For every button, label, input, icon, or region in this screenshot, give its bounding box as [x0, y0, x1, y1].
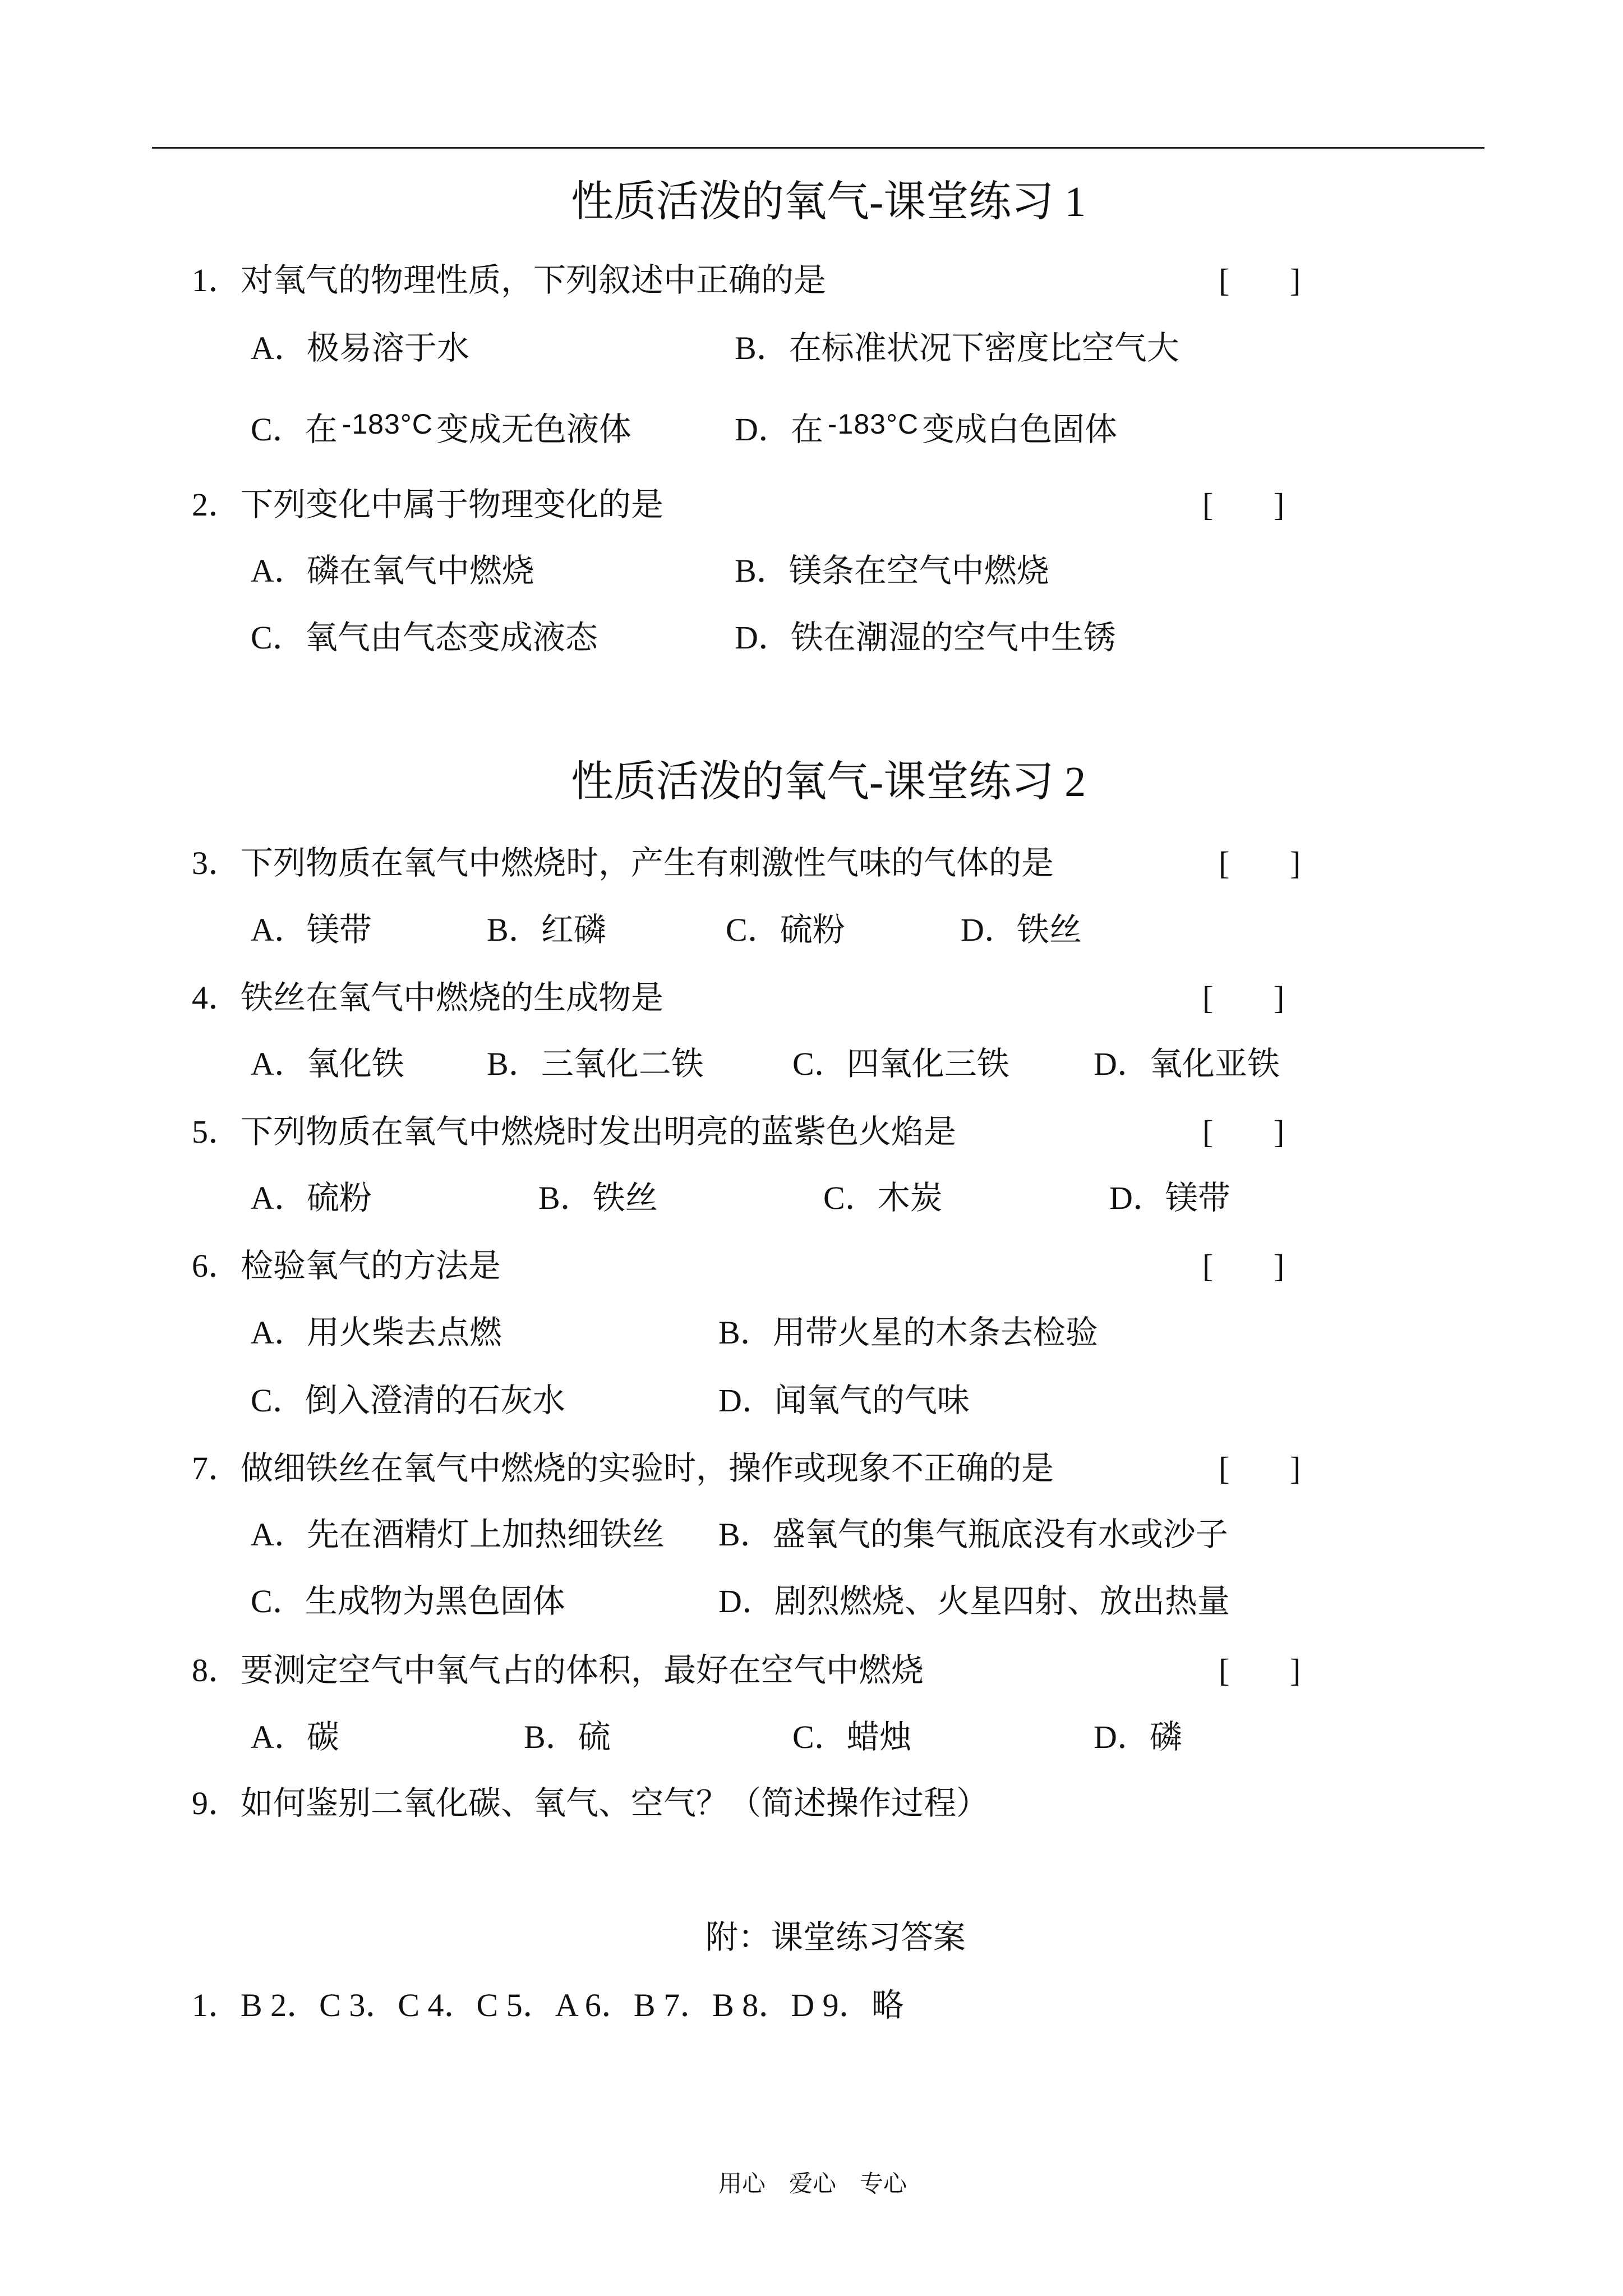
option-label: C．	[251, 1382, 305, 1419]
option-c	[251, 619, 598, 656]
option-label: A．	[251, 1046, 307, 1082]
question-number: 9．	[192, 1785, 241, 1821]
option-label: B．	[487, 1046, 541, 1082]
section-title-1: 性质活泼的氧气-课堂练习 1	[571, 178, 1086, 226]
option-a	[251, 555, 534, 587]
option-c	[251, 408, 631, 448]
option-d	[735, 408, 1118, 448]
temperature-value: -183°C	[827, 408, 919, 440]
answer-bracket-open: [	[1202, 979, 1214, 1016]
answer-bracket-close: ]	[1274, 1248, 1285, 1284]
option-text: 先在酒精灯上加热细铁丝	[306, 1516, 665, 1553]
answer-bracket-open: [	[1202, 486, 1214, 523]
answer-bracket-open: [	[1219, 1450, 1230, 1487]
option-text: 镁条在空气中燃烧	[789, 553, 1049, 589]
question-number: 2．	[192, 486, 241, 523]
option-label: D．	[735, 411, 791, 448]
option-a	[251, 1314, 502, 1351]
option-text-prefix: 在	[790, 411, 823, 448]
answer-bracket-open: [	[1202, 1114, 1214, 1150]
option-text: 铁在潮湿的空气中生锈	[790, 619, 1116, 656]
option-c	[792, 1721, 912, 1754]
option-text: 硫粉	[306, 1180, 372, 1216]
answer-bracket-close: ]	[1274, 1114, 1285, 1150]
answer-bracket-open: [	[1219, 262, 1230, 298]
option-d	[961, 914, 1082, 946]
temperature-value: -183°C	[342, 408, 433, 440]
question-stem: 要测定空气中氧气占的体积，最好在空气中燃烧	[241, 1652, 924, 1688]
option-text: 磷	[1149, 1719, 1182, 1755]
option-c	[251, 1585, 565, 1618]
option-label: C．	[792, 1046, 847, 1082]
question-number: 6．	[192, 1248, 241, 1284]
option-label: D．	[1094, 1719, 1150, 1755]
option-text: 生成物为黑色固体	[305, 1583, 565, 1619]
option-b	[487, 914, 606, 946]
option-text: 铁丝	[1016, 912, 1082, 948]
option-text: 闻氧气的气味	[774, 1382, 970, 1419]
option-text: 氧气由气态变成液态	[305, 619, 598, 656]
question-number: 7．	[192, 1450, 241, 1487]
question-2	[192, 486, 664, 523]
option-a	[251, 1182, 372, 1214]
question-8	[192, 1654, 924, 1687]
question-stem: 检验氧气的方法是	[241, 1248, 501, 1284]
option-text: 磷在氧气中燃烧	[306, 553, 534, 589]
option-text: 倒入澄清的石灰水	[305, 1382, 565, 1419]
option-c	[823, 1182, 943, 1214]
option-b	[538, 1182, 658, 1214]
option-text: 碳	[306, 1719, 339, 1755]
option-label: B．	[735, 330, 789, 366]
option-text: 用带火星的木条去检验	[772, 1314, 1098, 1351]
option-a	[251, 332, 469, 365]
question-stem: 下列变化中属于物理变化的是	[241, 486, 664, 523]
option-text: 氧化亚铁	[1149, 1046, 1280, 1082]
option-a	[251, 914, 372, 946]
option-label: D．	[961, 912, 1017, 948]
option-label: B．	[735, 553, 789, 589]
option-label: C．	[251, 1583, 305, 1619]
option-d	[718, 1585, 1230, 1618]
option-text: 镁带	[1165, 1180, 1230, 1216]
question-stem: 对氧气的物理性质，下列叙述中正确的是	[241, 262, 827, 298]
question-stem: 下列物质在氧气中燃烧时发出明亮的蓝紫色火焰是	[241, 1114, 957, 1150]
option-label: D．	[1094, 1046, 1150, 1082]
question-stem: 下列物质在氧气中燃烧时，产生有刺激性气味的气体的是	[241, 845, 1054, 881]
option-label: A．	[251, 1180, 307, 1216]
option-a	[251, 1048, 404, 1080]
option-a	[251, 1516, 665, 1553]
option-label: C．	[726, 912, 780, 948]
option-text: 盛氧气的集气瓶底没有水或沙子	[772, 1516, 1228, 1553]
option-label: A．	[251, 553, 307, 589]
question-4	[192, 979, 664, 1016]
option-label: D．	[1109, 1180, 1165, 1216]
option-text-prefix: 在	[305, 411, 338, 448]
answer-bracket-close: ]	[1290, 845, 1301, 881]
option-text: 硫	[578, 1719, 611, 1755]
option-label: B．	[538, 1180, 593, 1216]
question-stem: 铁丝在氧气中燃烧的生成物是	[241, 979, 664, 1016]
header-rule	[152, 147, 1484, 149]
question-7	[192, 1452, 1054, 1485]
option-text: 木炭	[877, 1180, 943, 1216]
option-label: B．	[487, 912, 541, 948]
question-number: 8．	[192, 1652, 241, 1688]
option-label: A．	[251, 1516, 307, 1553]
question-stem: 如何鉴别二氧化碳、氧气、空气？（简述操作过程）	[241, 1785, 989, 1821]
answer-bracket-close: ]	[1274, 979, 1285, 1016]
question-6	[192, 1250, 501, 1282]
question-1	[192, 264, 826, 297]
option-label: A．	[251, 1719, 307, 1755]
option-d	[718, 1384, 970, 1417]
option-label: C．	[251, 411, 305, 448]
question-number: 5．	[192, 1114, 241, 1150]
answer-bracket-close: ]	[1290, 1652, 1301, 1688]
question-number: 4．	[192, 979, 241, 1016]
option-b	[735, 332, 1179, 365]
answer-bracket-close: ]	[1290, 1450, 1301, 1487]
option-text: 镁带	[306, 912, 372, 948]
option-text: 四氧化三铁	[846, 1046, 1009, 1082]
option-d	[1109, 1182, 1230, 1214]
option-text: 硫粉	[780, 912, 845, 948]
option-b	[487, 1048, 704, 1080]
option-text: 蜡烛	[846, 1719, 912, 1755]
question-3	[192, 847, 1054, 880]
option-b	[718, 1516, 1228, 1553]
option-d	[1094, 1721, 1182, 1754]
question-number: 1．	[192, 262, 241, 298]
option-label: D．	[718, 1583, 774, 1619]
option-text: 氧化铁	[306, 1046, 404, 1082]
option-label: B．	[524, 1719, 578, 1755]
page-footer: 用心 爱心 专心	[718, 2171, 907, 2197]
option-b	[524, 1721, 611, 1754]
option-text-suffix: 变成白色固体	[922, 411, 1118, 448]
option-label: A．	[251, 912, 307, 948]
option-label: C．	[251, 619, 305, 656]
option-text: 用火柴去点燃	[306, 1314, 502, 1351]
answer-bracket-close: ]	[1290, 262, 1301, 298]
option-b	[718, 1314, 1098, 1351]
option-c	[792, 1048, 1009, 1080]
answer-key-list: 1．B 2．C 3．C 4．C 5．A 6．B 7．B 8．D 9．略	[192, 1987, 904, 2023]
option-d	[1094, 1048, 1280, 1080]
option-text: 在标准状况下密度比空气大	[789, 330, 1179, 366]
option-text: 剧烈燃烧、火星四射、放出热量	[774, 1583, 1230, 1619]
answer-bracket-open: [	[1202, 1248, 1214, 1284]
option-label: D．	[735, 619, 791, 656]
option-text: 三氧化二铁	[541, 1046, 704, 1082]
option-text: 红磷	[541, 912, 606, 948]
answer-bracket-close: ]	[1274, 486, 1285, 523]
section-title-2: 性质活泼的氧气-课堂练习 2	[571, 758, 1086, 806]
question-number: 3．	[192, 845, 241, 881]
answer-bracket-open: [	[1219, 845, 1230, 881]
option-c	[726, 914, 845, 946]
option-label: B．	[718, 1314, 773, 1351]
option-b	[735, 555, 1049, 587]
option-text: 极易溶于水	[306, 330, 469, 366]
question-9	[192, 1787, 989, 1820]
option-label: D．	[718, 1382, 774, 1419]
option-label: C．	[823, 1180, 878, 1216]
answer-key-title: 附：课堂练习答案	[706, 1919, 966, 1955]
question-stem: 做细铁丝在氧气中燃烧的实验时，操作或现象不正确的是	[241, 1450, 1054, 1487]
option-label: A．	[251, 1314, 307, 1351]
option-label: B．	[718, 1516, 773, 1553]
question-5	[192, 1116, 956, 1148]
option-text: 铁丝	[592, 1180, 658, 1216]
option-text-suffix: 变成无色液体	[436, 411, 631, 448]
option-c	[251, 1384, 565, 1417]
option-label: C．	[792, 1719, 847, 1755]
option-a	[251, 1721, 339, 1754]
answer-bracket-open: [	[1219, 1652, 1230, 1688]
option-label: A．	[251, 330, 307, 366]
option-d	[735, 619, 1116, 656]
